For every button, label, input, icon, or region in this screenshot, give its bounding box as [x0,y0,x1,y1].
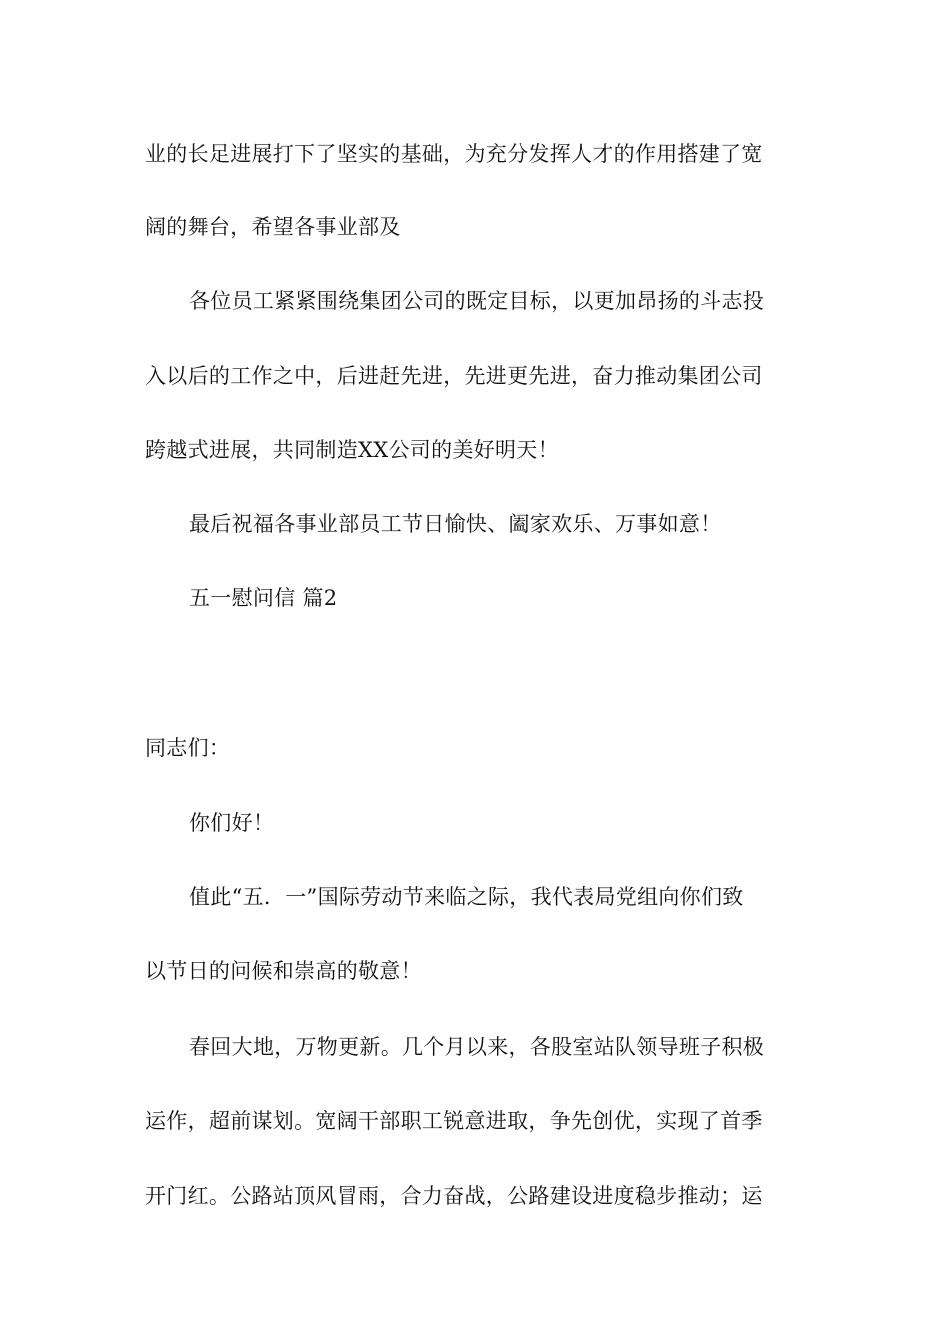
section-heading: 五一慰问信 篇2 [189,586,338,610]
body-text-line: 入以后的工作之中，后进赶先进，先进更先进，奋力推动集团公司 [145,364,763,388]
body-text-line: 业的长足进展打下了坚实的基础，为充分发挥人才的作用搭建了宽 [145,142,763,166]
body-text-line: 阔的舞台，希望各事业部及 [145,215,401,239]
closing-wish-line: 最后祝福各事业部员工节日愉快、阖家欢乐、万事如意！ [189,512,722,536]
body-text-line: 运作，超前谋划。宽阔干部职工锐意进取，争先创优，实现了首季 [145,1109,763,1133]
body-text-line: 以节日的问候和崇高的敬意！ [145,959,422,983]
body-text-line: 跨越式进展，共同制造XX公司的美好明天！ [145,438,559,462]
salutation: 同志们： [145,736,231,760]
body-text-line: 开门红。公路站顶风冒雨，合力奋战，公路建设进度稳步推动；运 [145,1184,763,1208]
greeting-line: 你们好！ [189,811,275,835]
paragraph-text-line: 春回大地，万物更新。几个月以来，各股室站队领导班子积极 [189,1035,765,1059]
paragraph-text-line: 值此“五．一”国际劳动节来临之际，我代表局党组向你们致 [189,885,744,909]
paragraph-text-line: 各位员工紧紧围绕集团公司的既定目标，以更加昂扬的斗志投 [189,289,765,313]
